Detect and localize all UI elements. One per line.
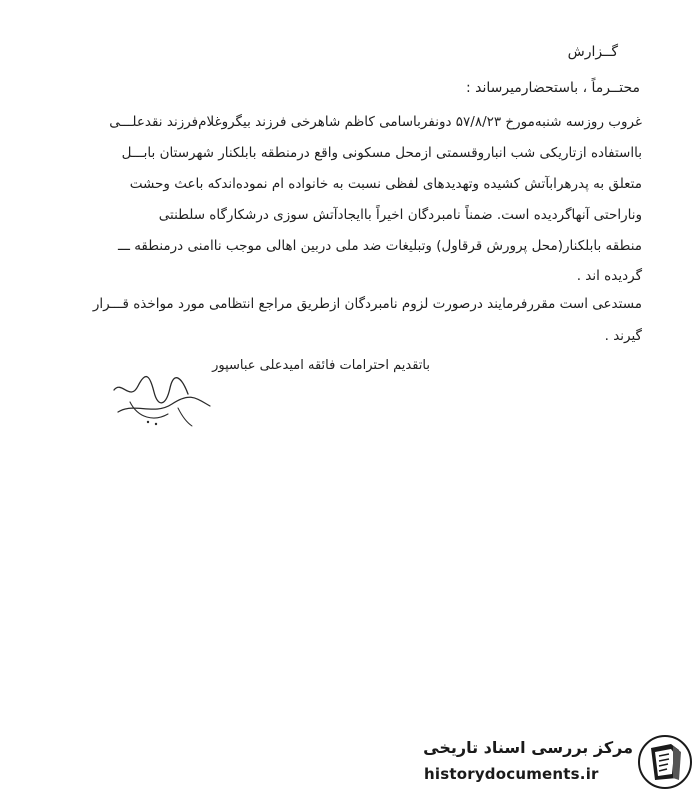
body-line-5: منطقه بابلکنار(محل پرورش قرقاول) وتبلیغات ضد ملی دربین اهالی موجب ناامنی درمنطقه ـــ: [118, 238, 642, 254]
watermark-url: historydocuments.ir: [424, 765, 599, 783]
body-line-6: گردیده اند .: [576, 268, 642, 284]
salutation: محتــرماً ، باستحضارمیرساند :: [465, 80, 640, 96]
document-archive-logo-icon: [637, 734, 693, 790]
body-line-4: وناراحتی آنهاگردیده است. ضمناً نامبردگان اخیراً باایجادآتش سوزی درشکارگاه سلطنتی: [158, 207, 642, 223]
archive-watermark: [410, 732, 695, 792]
body-line-7: مستدعی است مقررفرمایند درصورت لزوم نامبردگان ازطریق مراجع انتظامی مورد مواخذه قـــرار: [92, 296, 642, 312]
body-line-1: غروب روزسه شنبه‌مورخ ۵۷/۸/۲۳ دونفرباسامی کاظم شاهرخی فرزند بیگروغلام‌فرزند نقدعلـــی: [109, 114, 642, 130]
body-line-2: بااستفاده ازتاریکی شب انباروقسمتی ازمحل مسکونی واقع درمنطقه بابلکنار شهرستان بابـــل: [121, 145, 642, 161]
handwritten-signature: [108, 372, 218, 430]
closing-line: باتقدیم احترامات فائقه امیدعلی عباسپور: [212, 358, 430, 373]
watermark-name: مرکز بررسی اسناد تاریخی: [423, 738, 633, 757]
document-title: گــزارش: [567, 44, 618, 60]
body-line-3: متعلق به پدرهرابآتش کشیده وتهدیدهای لفظی نسبت به خانواده ام نموده‌اندکه باعث وحشت: [129, 176, 642, 192]
body-line-8: گیرند .: [604, 328, 642, 344]
